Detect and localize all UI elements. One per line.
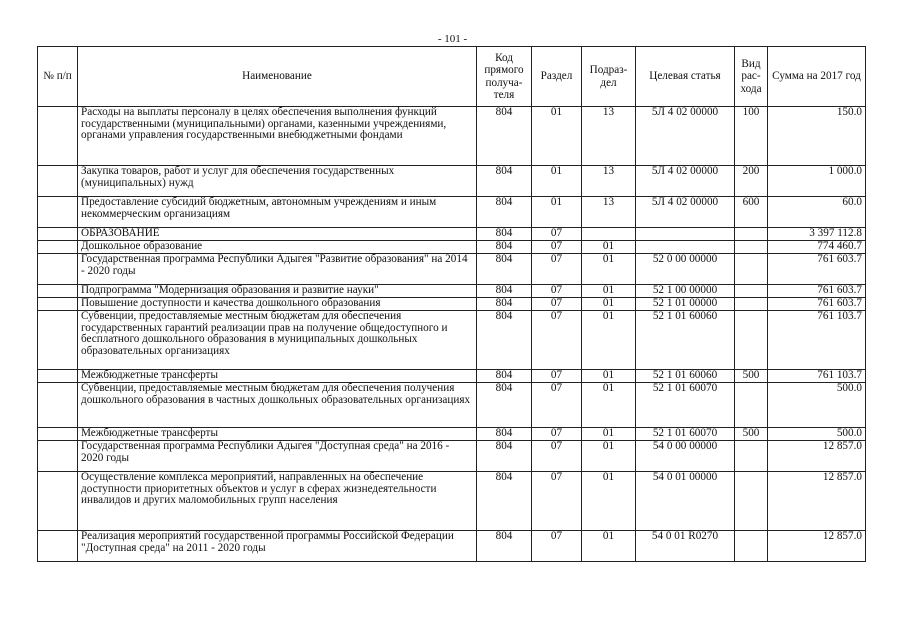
- row-code-cell: 804: [477, 428, 532, 441]
- row-section-cell: 07: [532, 241, 582, 254]
- row-code-cell: 804: [477, 441, 532, 472]
- row-section-cell: 01: [532, 166, 582, 197]
- row-name-cell: Субвенции, предоставляемые местным бюджетам для обеспечения государственных гарантий реализации прав на получение общедоступного и бесплатного дошкольного образования в муниципальных дошкольных образовательных организациях: [78, 311, 477, 370]
- row-code-cell: 804: [477, 241, 532, 254]
- table-row: [38, 107, 866, 166]
- table-body: [38, 107, 866, 562]
- row-name-cell: Государственная программа Республики Адыгея "Доступная среда" на 2016 - 2020 годы: [78, 441, 477, 472]
- row-target-cell: 52 1 01 60060: [636, 370, 735, 383]
- row-exp-type-cell: [735, 228, 768, 241]
- row-subsection-cell: 01: [582, 254, 636, 285]
- row-exp-type-cell: 600: [735, 197, 768, 228]
- row-num-cell: [38, 228, 78, 241]
- row-amount-cell: 3 397 112.8: [768, 228, 866, 241]
- header-name: Наименование: [78, 47, 477, 107]
- table-row: [38, 254, 866, 285]
- row-num-cell: [38, 531, 78, 562]
- row-target-cell: 5Л 4 02 00000: [636, 107, 735, 166]
- row-num-cell: [38, 166, 78, 197]
- row-code-cell: 804: [477, 472, 532, 531]
- header-section: Раздел: [532, 47, 582, 107]
- row-code-cell: 804: [477, 166, 532, 197]
- row-subsection-cell: 13: [582, 107, 636, 166]
- page-number: - 101 -: [437, 33, 468, 45]
- row-amount-cell: 761 103.7: [768, 370, 866, 383]
- row-exp-type-cell: [735, 241, 768, 254]
- row-name-cell: Подпрограмма "Модернизация образования и развитие науки": [78, 285, 477, 298]
- row-exp-type-cell: [735, 531, 768, 562]
- row-subsection-cell: 13: [582, 166, 636, 197]
- row-amount-cell: 761 103.7: [768, 311, 866, 370]
- row-name-cell: Предоставление субсидий бюджетным, автономным учреждениям и иным некоммерческим организациям: [78, 197, 477, 228]
- row-subsection-cell: 01: [582, 370, 636, 383]
- budget-table: [37, 46, 866, 562]
- header-exp-type: Вид рас-хода: [735, 47, 768, 107]
- row-code-cell: 804: [477, 107, 532, 166]
- row-exp-type-cell: [735, 311, 768, 370]
- row-num-cell: [38, 370, 78, 383]
- table-row: [38, 472, 866, 531]
- row-code-cell: 804: [477, 311, 532, 370]
- row-name-cell: Субвенции, предоставляемые местным бюджетам для обеспечения получения дошкольного образования в частных дошкольных образовательных организациях: [78, 383, 477, 428]
- row-amount-cell: 60.0: [768, 197, 866, 228]
- row-amount-cell: 761 603.7: [768, 254, 866, 285]
- row-code-cell: 804: [477, 254, 532, 285]
- table-row: [38, 441, 866, 472]
- row-name-cell: Повышение доступности и качества дошкольного образования: [78, 298, 477, 311]
- row-target-cell: 54 0 00 00000: [636, 441, 735, 472]
- row-code-cell: 804: [477, 285, 532, 298]
- row-exp-type-cell: [735, 383, 768, 428]
- header-subsection: Подраз-дел: [582, 47, 636, 107]
- row-amount-cell: 774 460.7: [768, 241, 866, 254]
- table-row: [38, 285, 866, 298]
- table-row: [38, 241, 866, 254]
- row-num-cell: [38, 254, 78, 285]
- row-num-cell: [38, 441, 78, 472]
- row-code-cell: 804: [477, 197, 532, 228]
- row-exp-type-cell: [735, 472, 768, 531]
- row-name-cell: Межбюджетные трансферты: [78, 428, 477, 441]
- row-section-cell: 07: [532, 441, 582, 472]
- row-num-cell: [38, 428, 78, 441]
- row-section-cell: 07: [532, 428, 582, 441]
- table-row: [38, 531, 866, 562]
- row-subsection-cell: 01: [582, 285, 636, 298]
- row-name-cell: Реализация мероприятий государственной программы Российской Федерации "Доступная среда" на 2011 - 2020 годы: [78, 531, 477, 562]
- row-target-cell: 52 1 01 60070: [636, 428, 735, 441]
- row-target-cell: 52 1 01 60060: [636, 311, 735, 370]
- row-num-cell: [38, 472, 78, 531]
- row-target-cell: 54 0 01 R0270: [636, 531, 735, 562]
- row-target-cell: 54 0 01 00000: [636, 472, 735, 531]
- row-num-cell: [38, 311, 78, 370]
- row-subsection-cell: [582, 228, 636, 241]
- row-code-cell: 804: [477, 228, 532, 241]
- table-row: [38, 228, 866, 241]
- row-exp-type-cell: 200: [735, 166, 768, 197]
- row-target-cell: [636, 241, 735, 254]
- row-name-cell: Осуществление комплекса мероприятий, направленных на обеспечение доступности приоритетных объектов и услуг в сферах жизнедеятельности инвалидов и других маломобильных групп населения: [78, 472, 477, 531]
- row-section-cell: 01: [532, 197, 582, 228]
- row-exp-type-cell: 100: [735, 107, 768, 166]
- row-code-cell: 804: [477, 383, 532, 428]
- row-exp-type-cell: [735, 254, 768, 285]
- row-num-cell: [38, 241, 78, 254]
- row-subsection-cell: 13: [582, 197, 636, 228]
- row-section-cell: 01: [532, 107, 582, 166]
- row-section-cell: 07: [532, 285, 582, 298]
- row-target-cell: 52 1 00 00000: [636, 285, 735, 298]
- row-target-cell: 5Л 4 02 00000: [636, 197, 735, 228]
- header-target: Целевая статья: [636, 47, 735, 107]
- row-target-cell: 52 1 01 60070: [636, 383, 735, 428]
- row-subsection-cell: 01: [582, 311, 636, 370]
- row-exp-type-cell: [735, 441, 768, 472]
- row-name-cell: Расходы на выплаты персоналу в целях обеспечения выполнения функций государственными (муниципальными) органами, казенными учреждениями, органами управления государственными внебюджетными фондами: [78, 107, 477, 166]
- table-row: [38, 298, 866, 311]
- row-subsection-cell: 01: [582, 531, 636, 562]
- row-section-cell: 07: [532, 370, 582, 383]
- row-exp-type-cell: 500: [735, 370, 768, 383]
- row-amount-cell: 12 857.0: [768, 531, 866, 562]
- row-subsection-cell: 01: [582, 428, 636, 441]
- row-name-cell: Закупка товаров, работ и услуг для обеспечения государственных (муниципальных) нужд: [78, 166, 477, 197]
- row-subsection-cell: 01: [582, 472, 636, 531]
- row-name-cell: Государственная программа Республики Адыгея "Развитие образования" на 2014 - 2020 годы: [78, 254, 477, 285]
- row-amount-cell: 500.0: [768, 383, 866, 428]
- row-target-cell: 52 0 00 00000: [636, 254, 735, 285]
- row-name-cell: ОБРАЗОВАНИЕ: [78, 228, 477, 241]
- row-code-cell: 804: [477, 370, 532, 383]
- row-amount-cell: 12 857.0: [768, 441, 866, 472]
- row-num-cell: [38, 197, 78, 228]
- table-row: [38, 197, 866, 228]
- row-subsection-cell: 01: [582, 298, 636, 311]
- table-row: [38, 311, 866, 370]
- row-name-cell: Межбюджетные трансферты: [78, 370, 477, 383]
- row-amount-cell: 150.0: [768, 107, 866, 166]
- row-code-cell: 804: [477, 531, 532, 562]
- row-section-cell: 07: [532, 311, 582, 370]
- table-row: [38, 383, 866, 428]
- row-subsection-cell: 01: [582, 241, 636, 254]
- row-section-cell: 07: [532, 298, 582, 311]
- row-section-cell: 07: [532, 383, 582, 428]
- row-section-cell: 07: [532, 254, 582, 285]
- row-exp-type-cell: [735, 285, 768, 298]
- row-amount-cell: 500.0: [768, 428, 866, 441]
- header-num: № п/п: [38, 47, 78, 107]
- table-row: [38, 370, 866, 383]
- row-name-cell: Дошкольное образование: [78, 241, 477, 254]
- table-row: [38, 166, 866, 197]
- row-subsection-cell: 01: [582, 441, 636, 472]
- row-section-cell: 07: [532, 472, 582, 531]
- row-amount-cell: 761 603.7: [768, 285, 866, 298]
- row-amount-cell: 1 000.0: [768, 166, 866, 197]
- row-target-cell: [636, 228, 735, 241]
- row-num-cell: [38, 383, 78, 428]
- row-target-cell: 52 1 01 00000: [636, 298, 735, 311]
- table-row: [38, 428, 866, 441]
- row-subsection-cell: 01: [582, 383, 636, 428]
- header-code: Код прямого получа-теля: [477, 47, 532, 107]
- row-exp-type-cell: 500: [735, 428, 768, 441]
- row-exp-type-cell: [735, 298, 768, 311]
- row-code-cell: 804: [477, 298, 532, 311]
- row-amount-cell: 761 603.7: [768, 298, 866, 311]
- row-num-cell: [38, 107, 78, 166]
- row-section-cell: 07: [532, 228, 582, 241]
- row-num-cell: [38, 285, 78, 298]
- row-section-cell: 07: [532, 531, 582, 562]
- row-num-cell: [38, 298, 78, 311]
- table-header-row: [38, 47, 866, 107]
- header-amount: Сумма на 2017 год: [768, 47, 866, 107]
- row-target-cell: 5Л 4 02 00000: [636, 166, 735, 197]
- row-amount-cell: 12 857.0: [768, 472, 866, 531]
